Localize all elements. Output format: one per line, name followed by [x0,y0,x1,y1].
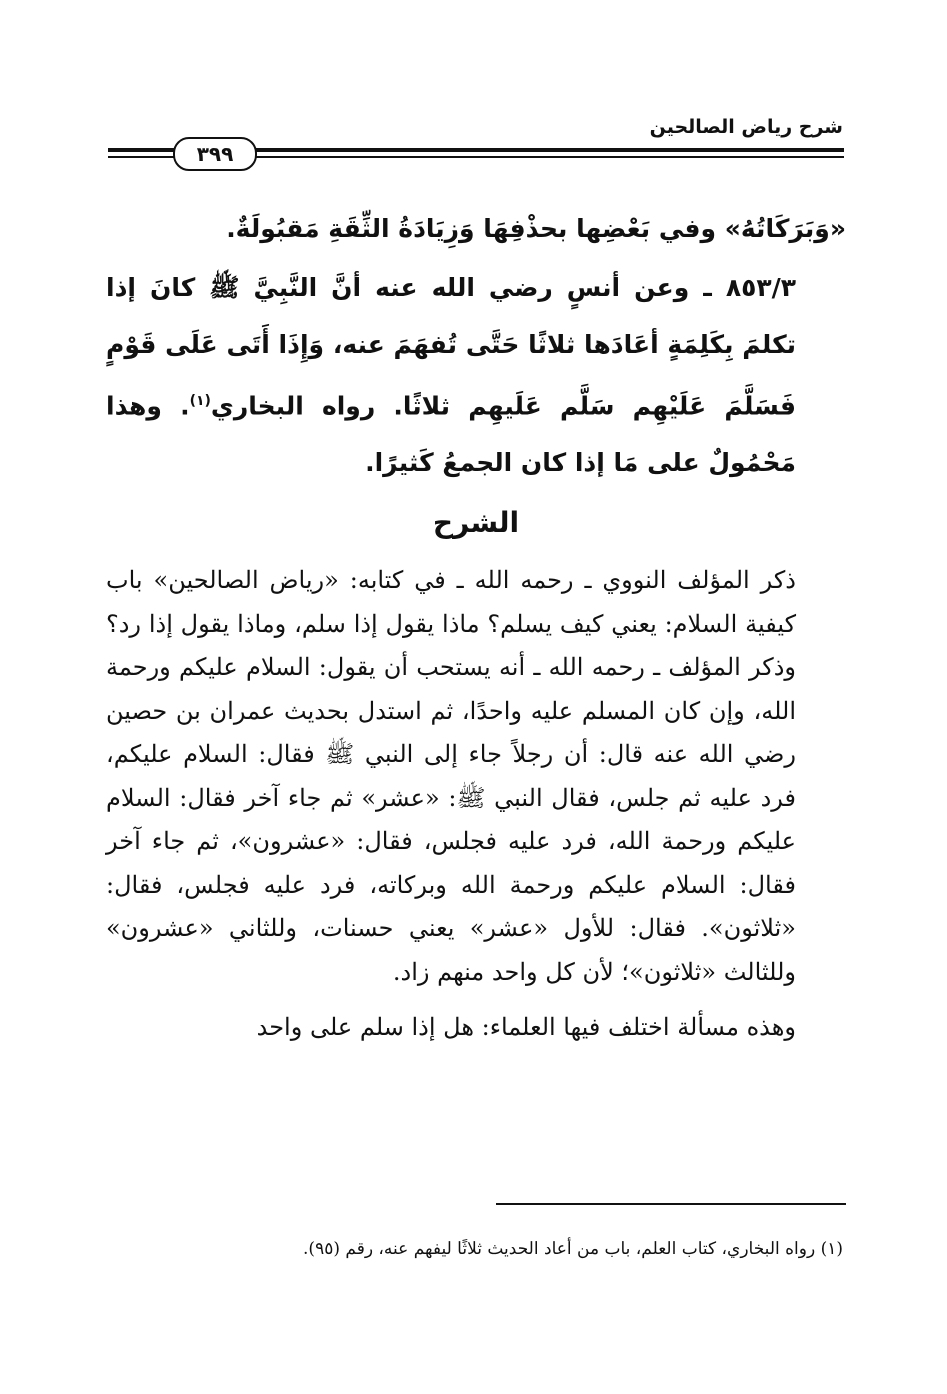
footnote-reference: (١) [189,393,211,409]
hadith-body: ٨٥٣/٣ ـ وعن أنسٍ رضي الله عنه أنَّ النَّبِيَّ ﷺ كانَ إذا تكلمَ بِكَلِمَةٍ أعَادَها ثلاثًا حَتَّى تُفهَمَ عنه، وَإِذَا أَتَى عَلَى قَوْمٍ فَسَلَّمَ عَلَيْهِم سَلَّم عَلَيهِم ثلاثًا. رواه البخاري [106,273,796,421]
footnote-rule [496,1203,846,1205]
hadith-previous-tail: «وَبَرَكَاتُهُ» وفي بَعْضِها بحذْفِهَا وَزِيَادَةُ الثِّقَةِ مَقبُولَةٌ. [226,214,846,243]
sharh-heading: الشرح [432,506,520,540]
explanation-paragraph: ذكر المؤلف النووي ـ رحمه الله ـ في كتابه: «رياض الصالحين» باب كيفية السلام: يعني كيف يسلم؟ ماذا يقول إذا سلم، وماذا يقول إذا رد؟ وذكر المؤلف ـ رحمه الله ـ أنه يستحب أن يقول: السلام عليكم ورحمة الله، وإن كان المسلم عليه واحدًا، ثم استدل بحديث عمران بن حصين رضي الله عنه قال: أن رجلاً جاء إلى النبي ﷺ فقال: السلام عليكم، فرد عليه ثم جلس، فقال النبي ﷺ: «عشر» ثم جاء آخر فقال: السلام عليكم ورحمة الله، فرد عليه فجلس، فقال: «عشرون»، ثم جاء آخر فقال: السلام عليكم ورحمة الله وبركاته، فرد عليه فجلس، فقال: «ثلاثون». فقال: للأول «عشر» يعني حسنات، وللثاني «عشرون» وللثالث «ثلاثون»؛ لأن كل واحد منهم زاد. [106,566,796,986]
page-content [106,200,846,1050]
explanation-continued: وهذه مسألة اختلف فيها العلماء: هل إذا سلم على واحد [256,1013,796,1042]
running-title: شرح رياض الصالحين [649,116,843,138]
page-number: ٣٩٩ [173,137,257,171]
hadith-remark: . وهذا مَحْمُولٌ على مَا إذا كان الجمعُ كَثيرًا. [106,391,796,478]
footnote: (١) رواه البخاري، كتاب العلم، باب من أعاد الحديث ثلاثًا ليفهم عنه، رقم (٩٥). [303,1239,843,1259]
hadith-text [106,259,846,491]
